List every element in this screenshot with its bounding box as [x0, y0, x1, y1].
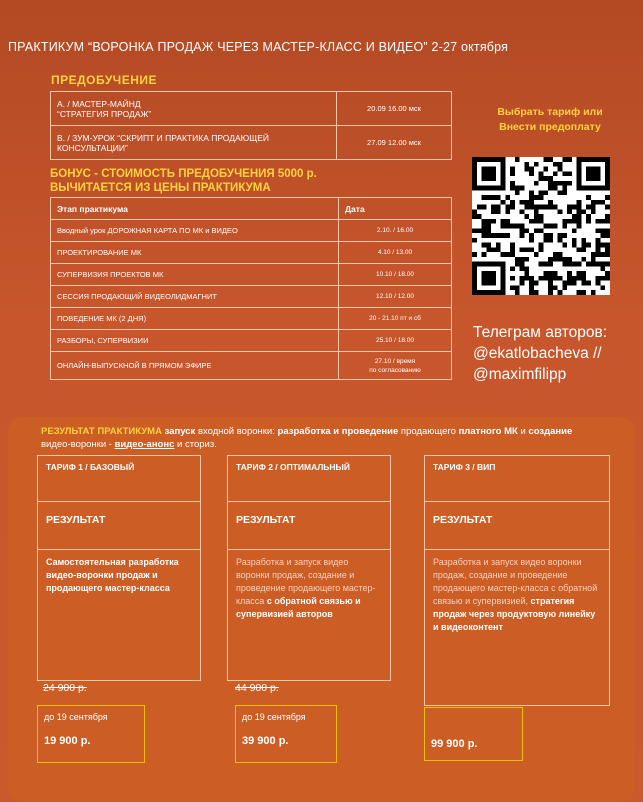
results-text: и сториз. — [174, 439, 217, 450]
pretraining-table — [50, 91, 452, 160]
table-row — [51, 308, 452, 330]
table-row — [51, 352, 452, 380]
tariff-card-basic[interactable] — [37, 455, 201, 681]
tariff-desc-bold: Самостоятельная разработка видео-воронки продаж и продающего мастер-класса — [46, 557, 179, 593]
pretraining-heading: ПРЕДОБУЧЕНИЕ — [51, 73, 158, 87]
price: 99 900 р. — [431, 738, 478, 750]
pretraining-item: А. / МАСТЕР-МАЙНД “СТРАТЕГИЯ ПРОДАЖ” — [51, 92, 337, 126]
telegram-label: Телеграм авторов: — [473, 324, 608, 341]
table-row — [51, 92, 452, 126]
early-deadline: до 19 сентября — [44, 712, 108, 722]
results-heading: РЕЗУЛЬТАТ ПРАКТИКУМА — [41, 426, 162, 437]
tariff-desc-bold: с обратной связью и супервизией авторов — [236, 596, 361, 619]
price-box[interactable] — [37, 705, 145, 763]
results-text: входной воронки: — [195, 426, 278, 437]
tariff-result-label: РЕЗУЛЬТАТ — [228, 502, 390, 550]
table-row — [51, 220, 452, 242]
tariff-card-vip[interactable] — [424, 455, 610, 706]
table-row — [51, 242, 452, 264]
table-row — [51, 286, 452, 308]
telegram-handles[interactable]: @ekatlobacheva // @maximfilipp — [473, 345, 602, 383]
results-intro — [41, 425, 601, 451]
tariff-result-label: РЕЗУЛЬТАТ — [425, 502, 609, 550]
stage-name: ОНЛАЙН-ВЫПУСКНОЙ В ПРЯМОМ ЭФИРЕ — [51, 352, 339, 380]
old-price: 24 900 р. — [43, 682, 87, 694]
tariff-result-label: РЕЗУЛЬТАТ — [38, 502, 200, 550]
stage-name: СЕССИЯ ПРОДАЮЩИЙ ВИДЕОЛИДМАГНИТ — [51, 286, 339, 308]
bonus-note: БОНУС - СТОИМОСТЬ ПРЕДОБУЧЕНИЯ 5000 р. ВЫЧИТАЕТСЯ ИЗ ЦЕНЫ ПРАКТИКУМА — [50, 168, 317, 194]
stage-date: 10.10 / 18.00 — [339, 264, 452, 286]
pretraining-date: 27.09 12.00 мск — [337, 126, 452, 160]
results-text: запуск — [161, 426, 196, 437]
results-text: продающего — [398, 426, 459, 437]
column-header-stage: Этап практикума — [51, 198, 339, 220]
results-text: видео-анонс — [114, 439, 175, 450]
choose-tariff-cta[interactable]: Выбрать тариф или Внести предоплату — [497, 106, 603, 133]
stages-table — [50, 197, 452, 380]
stage-name: ПОВЕДЕНИЕ МК (2 ДНЯ) — [51, 308, 339, 330]
stage-date: 12.10 / 12.00 — [339, 286, 452, 308]
results-text: создание — [528, 426, 573, 437]
stage-name: РАЗБОРЫ, СУПЕРВИЗИИ — [51, 330, 339, 352]
tariff-card-optimal[interactable] — [227, 455, 391, 681]
results-text: и — [517, 426, 529, 437]
tariff-description — [228, 550, 390, 680]
early-deadline: до 19 сентября — [242, 712, 306, 722]
table-header — [51, 198, 452, 220]
tariff-name: ТАРИФ 1 / БАЗОВЫЙ — [38, 456, 200, 502]
tariff-description — [38, 550, 200, 680]
price-box[interactable] — [424, 707, 523, 761]
results-text: видео-воронки - — [41, 439, 115, 450]
price: 39 900 р. — [242, 735, 289, 747]
tariff-desc-text: Разработка и запуск видео воронки продаж, создание и проведение продающего мастер-класса — [236, 557, 376, 606]
table-row — [51, 264, 452, 286]
stage-name: ПРОЕКТИРОВАНИЕ МК — [51, 242, 339, 264]
stage-name: Вводный урок ДОРОЖНАЯ КАРТА ПО МК и ВИДЕО — [51, 220, 339, 242]
results-text: разработка и проведение — [277, 426, 399, 437]
old-price: 44 900 р. — [235, 682, 279, 694]
tariff-desc-bold: стратегия продаж через продуктовую линейку и видеоконтент — [433, 596, 596, 632]
table-row — [51, 126, 452, 160]
tariff-name: ТАРИФ 3 / ВИП — [425, 456, 609, 502]
stage-name: СУПЕРВИЗИЯ ПРОЕКТОВ МК — [51, 264, 339, 286]
price: 19 900 р. — [44, 735, 91, 747]
tariff-name: ТАРИФ 2 / ОПТИМАЛЬНЫЙ — [228, 456, 390, 502]
stage-date: 27.10 / время по согласованию — [339, 352, 452, 380]
pretraining-item: В. / ЗУМ-УРОК “СКРИПТ И ПРАКТИКА ПРОДАЮЩЕЙ КОНСУЛЬТАЦИИ” — [51, 126, 337, 160]
price-box[interactable] — [235, 705, 337, 763]
page-title: ПРАКТИКУМ “ВОРОНКА ПРОДАЖ ЧЕРЕЗ МАСТЕР-КЛАСС И ВИДЕО” 2-27 октября — [8, 40, 509, 54]
stage-date: 2.10. / 16.00 — [339, 220, 452, 242]
stage-date: 25.10 / 18.00 — [339, 330, 452, 352]
tariff-description — [425, 550, 609, 705]
table-row — [51, 330, 452, 352]
pretraining-date: 20.09 16.00 мск — [337, 92, 452, 126]
stage-date: 4.10 / 13.00 — [339, 242, 452, 264]
stage-date: 20 - 21.10 пт и сб — [339, 308, 452, 330]
results-text: платного МК — [458, 426, 518, 437]
qr-code-icon[interactable] — [472, 157, 610, 295]
tariff-desc-text: Разработка и запуск видео воронки продаж, создание и проведение продающего мастер-класса с обратной связью и супервизией, — [433, 557, 598, 606]
column-header-date: Дата — [339, 198, 452, 220]
telegram-authors[interactable] — [473, 322, 641, 385]
